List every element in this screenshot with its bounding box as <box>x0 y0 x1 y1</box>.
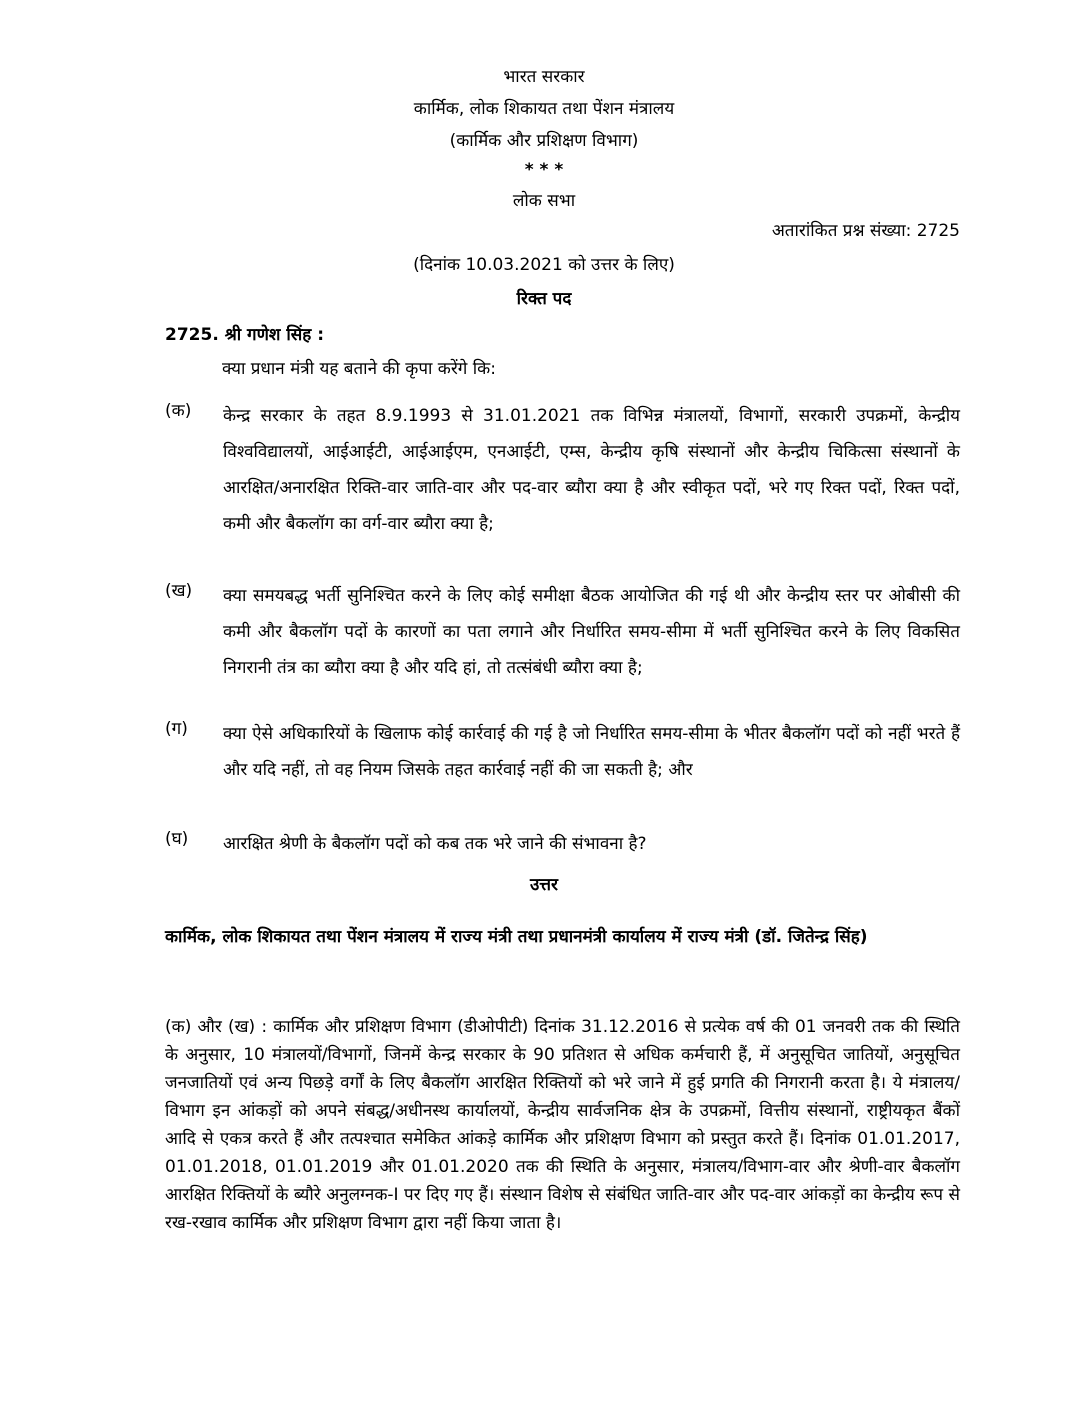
item-label: (घ) <box>165 829 189 849</box>
question-intro: क्या प्रधान मंत्री यह बताने की कृपा करेंगे कि: <box>222 359 496 379</box>
question-item-ka <box>165 398 960 542</box>
subject-title: रिक्त पद <box>516 289 572 309</box>
item-text: क्या समयबद्ध भर्ती सुनिश्चित करने के लिए कोई समीक्षा बैठक आयोजित की गई थी और केन्द्रीय स्तर पर ओबीसी की कमी और बैकलॉग पदों के कारणों का पता लगाने और निर्धारित समय-सीमा में भर्ती सुनिश्चित करने के लिए विकसित निगरानी तंत्र का ब्यौरा क्या है और यदि हां, तो तत्संबंधी ब्यौरा क्या है; <box>223 586 960 678</box>
item-text: केन्द्र सरकार के तहत 8.9.1993 से 31.01.2021 तक विभिन्न मंत्रालयों, विभागों, सरकारी उपक्रमों, केन्द्रीय विश्वविद्यालयों, आईआईटी, आईआईएम, एनआईटी, एम्स, केन्द्रीय कृषि संस्थानों और केन्द्रीय चिकित्सा संस्थानों के आरक्षित/अनारक्षित रिक्ति-वार जाति-वार और पद-वार ब्यौरा क्या है और स्वीकृत पदों, भरे गए रिक्त पदों, रिक्त पदों, कमी और बैकलॉग का वर्ग-वार ब्यौरा क्या है; <box>223 406 960 534</box>
item-text: आरक्षित श्रेणी के बैकलॉग पदों को कब तक भरे जाने की संभावना है? <box>223 834 647 854</box>
answer-body: (क) और (ख) : कार्मिक और प्रशिक्षण विभाग (डीओपीटी) दिनांक 31.12.2016 से प्रत्येक वर्ष की 01 जनवरी तक की स्थिति के अनुसार, 10 मंत्रालयों/विभागों, जिनमें केन्द्र सरकार के 90 प्रतिशत से अधिक कर्मचारी हैं, में अनुसूचित जातियों, अनुसूचित जनजातियों एवं अन्य पिछड़े वर्गों के लिए बैकलॉग आरक्षित रिक्तियों को भरे जाने में हुई प्रगति की निगरानी करता है। ये मंत्रालय/विभाग इन आंकड़ों को अपने संबद्ध/अधीनस्थ कार्यालयों, केन्द्रीय सार्वजनिक क्षेत्र के उपक्रमों, वित्तीय संस्थानों, राष्ट्रीयकृत बैंकों आदि से एकत्र करते हैं और तत्पश्चात समेकित आंकड़े कार्मिक और प्रशिक्षण विभाग को प्रस्तुत करते हैं। दिनांक 01.01.2017, 01.01.2018, 01.01.2019 और 01.01.2020 तक की स्थिति के अनुसार, मंत्रालय/विभाग-वार और श्रेणी-वार बैकलॉग आरक्षित रिक्तियों के ब्यौरे अनुलग्नक-I पर दिए गए हैं। संस्थान विशेष से संबंधित जाति-वार और पद-वार आंकड़ों का केन्द्रीय रूप से रख-रखाव कार्मिक और प्रशिक्षण विभाग द्वारा नहीं किया जाता है। <box>165 1017 960 1233</box>
question-item-gha <box>165 826 960 862</box>
ministry-heading: कार्मिक, लोक शिकायत तथा पेंशन मंत्रालय <box>413 99 675 119</box>
question-member: 2725. श्री गणेश सिंह : <box>165 325 325 345</box>
question-item-kha <box>165 578 960 686</box>
answer-title: उत्तर <box>529 875 559 895</box>
item-label: (ग) <box>165 719 188 739</box>
question-item-ga <box>165 716 960 788</box>
house-heading: लोक सभा <box>512 191 576 211</box>
gov-heading: भारत सरकार <box>503 67 585 87</box>
department-heading: (कार्मिक और प्रशिक्षण विभाग) <box>449 131 639 151</box>
answer-date: (दिनांक 10.03.2021 को उत्तर के लिए) <box>413 255 675 275</box>
separator-stars: * * * <box>524 160 564 180</box>
answer-minister: कार्मिक, लोक शिकायत तथा पेंशन मंत्रालय में राज्य मंत्री तथा प्रधानमंत्री कार्यालय में राज्य मंत्री (डॉ. जितेन्द्र सिंह) <box>165 927 868 947</box>
item-label: (ख) <box>165 581 193 601</box>
item-text: क्या ऐसे अधिकारियों के खिलाफ कोई कार्रवाई की गई है जो निर्धारित समय-सीमा के भीतर बैकलॉग पदों को नहीं भरते हैं और यदि नहीं, तो वह नियम जिसके तहत कार्रवाई नहीं की जा सकती है; और <box>223 724 960 780</box>
question-number: अतारांकित प्रश्न संख्या: 2725 <box>771 221 960 241</box>
item-label: (क) <box>165 401 192 421</box>
